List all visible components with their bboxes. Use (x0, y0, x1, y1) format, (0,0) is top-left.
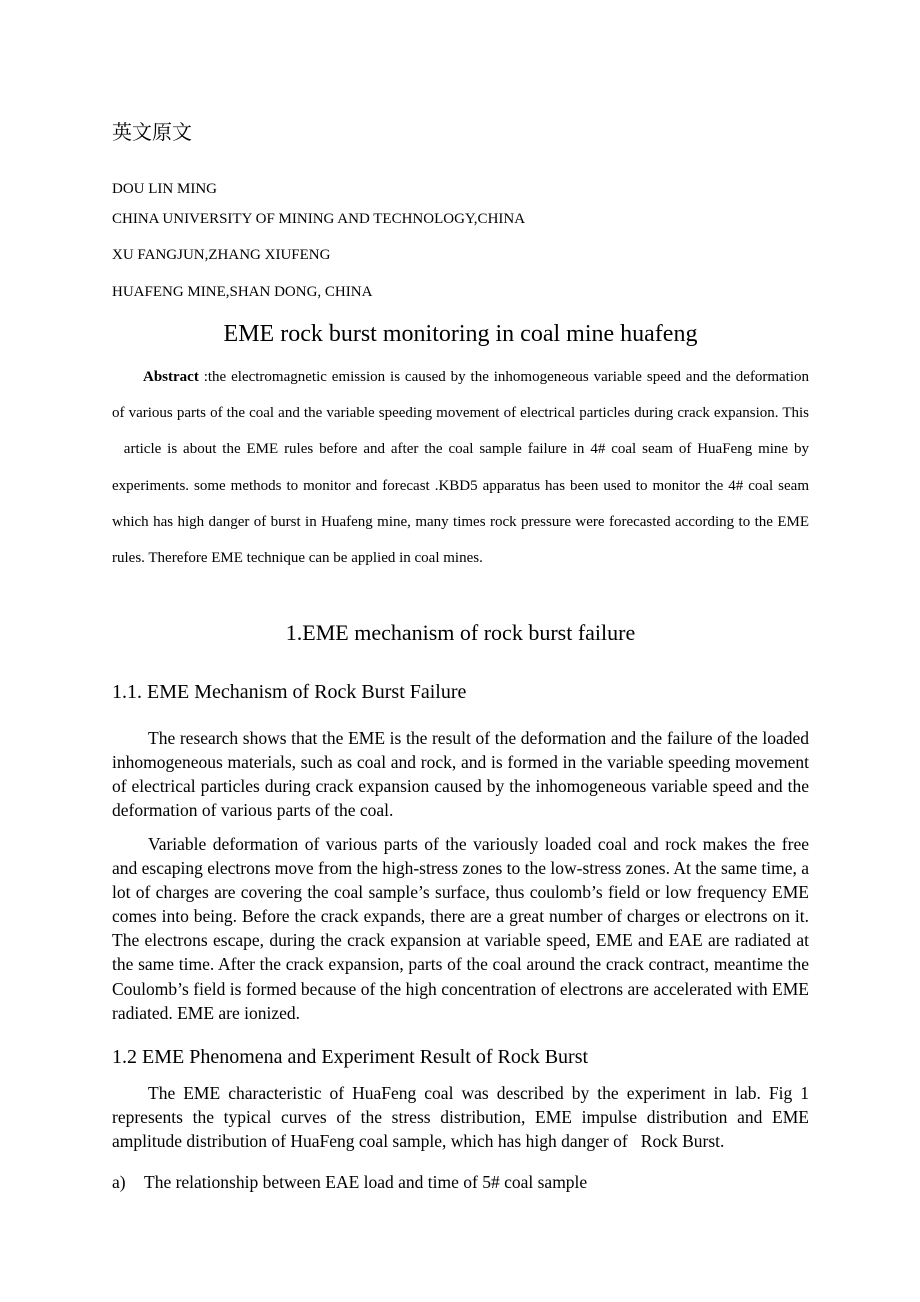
paper-title: EME rock burst monitoring in coal mine huafeng (223, 321, 698, 347)
figure-item (112, 1170, 587, 1194)
figure-item-marker: a) (112, 1172, 126, 1192)
subsection-heading: 1.2 EME Phenomena and Experiment Result of Rock Burst (112, 1046, 589, 1068)
coauthor-names: XU FANGJUN,ZHANG XIUFENG (112, 247, 331, 263)
author-affiliation: CHINA UNIVERSITY OF MINING AND TECHNOLOGY,CHINA (112, 211, 526, 227)
body-paragraph: The research shows that the EME is the result of the deformation and the failure of the loaded inhomogeneous materials, such as coal and rock, and is formed in the variable speeding movement of electrical particles during crack expansion caused by the inhomogeneous variable speed and the deformation of various parts of the coal. (112, 728, 809, 821)
subsection-heading: 1.1. EME Mechanism of Rock Burst Failure (112, 681, 467, 703)
body-paragraph: Variable deformation of various parts of the variously loaded coal and rock makes the free and escaping electrons move from the high-stress zones to the low-stress zones. At the same time, a lot of charges are covering the coal sample’s surface, thus coulomb’s field or low frequency EME comes into being. Before the crack expands, there are a great number of charges or electrons on it. The electrons escape, during the crack expansion at variable speed, EME and EAE are radiated at the same time. After the crack expansion, parts of the coal around the crack contract, meantime the Coulomb’s field is formed because of the high concentration of electrons are accelerated with EME radiated. EME are ionized. (112, 834, 809, 1023)
document-section-title: 英文原文 (112, 120, 192, 144)
abstract-text: :the electromagnetic emission is caused by the inhomogeneous variable speed and the deformation of various parts of the coal and the variable speeding movement of electrical particles during crack expansion. This article is about the EME rules before and after the coal sample failure in 4# coal seam of HuaFeng mine by experiments. some methods to monitor and forecast .KBD5 apparatus has been used to monitor the 4# coal seam which has high danger of burst in Huafeng mine, many times rock pressure were forecasted according to the EME rules. Therefore EME technique can be applied in coal mines. (112, 369, 809, 567)
abstract (112, 359, 809, 576)
section-heading: 1.EME mechanism of rock burst failure (285, 620, 636, 645)
abstract-label: Abstract (143, 369, 199, 385)
coauthor-affiliation: HUAFENG MINE,SHAN DONG, CHINA (112, 284, 373, 300)
body-paragraph: The EME characteristic of HuaFeng coal was described by the experiment in lab. Fig 1 represents the typical curves of the stress distribution, EME impulse distribution and EME amplitude distribution of HuaFeng coal sample, which has high danger of Rock Burst. (112, 1083, 809, 1152)
figure-item-text: The relationship between EAE load and time of 5# coal sample (144, 1172, 588, 1192)
author-name: DOU LIN MING (112, 181, 217, 197)
